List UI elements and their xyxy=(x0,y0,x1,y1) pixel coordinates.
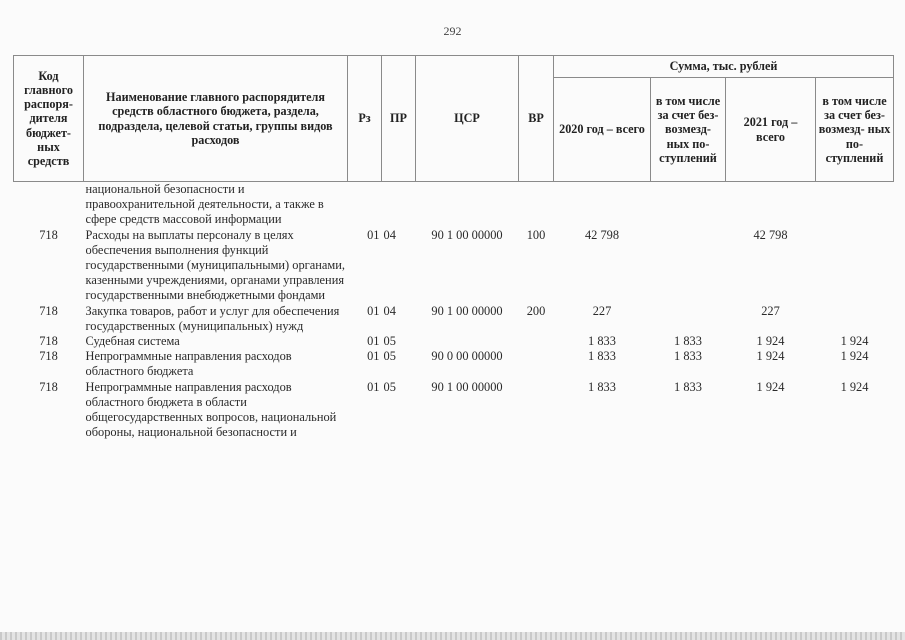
cell-csr xyxy=(416,334,519,349)
cell-rz: 01 xyxy=(367,379,380,394)
cell-name: Закупка товаров, работ и услуг для обеспечения государственных (муниципальных) нужд xyxy=(85,303,340,333)
cell-rz: 01 xyxy=(367,334,380,349)
cell-rz: 01 xyxy=(367,227,380,242)
table-header xyxy=(14,56,894,182)
cell-code: 718 xyxy=(39,227,58,242)
cell-2021-free: 1 924 xyxy=(840,334,869,349)
cell-pr: 05 xyxy=(383,349,396,364)
cell-code xyxy=(14,182,84,228)
cell-2020-total xyxy=(554,182,651,228)
cell-pr xyxy=(382,182,416,228)
cell-2020-total: 227 xyxy=(592,303,612,318)
cell-2021-free xyxy=(816,228,894,304)
cell-vr xyxy=(519,349,554,379)
cell-pr: 04 xyxy=(383,303,396,318)
cell-vr: 200 xyxy=(526,303,546,318)
header-pr: ПР xyxy=(382,56,416,182)
header-2021-total: 2021 год – всего xyxy=(726,78,816,182)
scan-bottom-edge xyxy=(0,632,905,640)
cell-rz: 01 xyxy=(367,349,380,364)
cell-2020-free: 1 833 xyxy=(674,349,702,364)
cell-vr xyxy=(519,380,554,441)
header-code: Код главного распоря- дителя бюджет- ных средств xyxy=(14,56,84,182)
cell-csr: 90 1 00 00000 xyxy=(431,379,503,394)
table-row xyxy=(14,182,894,228)
cell-2021-total: 1 924 xyxy=(756,349,785,364)
cell-rz: 01 xyxy=(367,303,380,318)
cell-csr: 90 1 00 00000 xyxy=(431,303,503,318)
table-row xyxy=(14,228,894,304)
cell-2021-free: 1 924 xyxy=(840,379,869,394)
header-2021-free: в том числе за счет без- возмезд- ных по- ступлений xyxy=(816,78,894,182)
cell-pr: 05 xyxy=(383,379,396,394)
header-2020-total: 2020 год – всего xyxy=(554,78,651,182)
cell-vr xyxy=(519,334,554,349)
cell-2020-free xyxy=(651,304,726,334)
table-row xyxy=(14,349,894,379)
header-rz: Рз xyxy=(348,56,382,182)
cell-2021-total: 1 924 xyxy=(756,334,785,349)
cell-code: 718 xyxy=(39,303,58,318)
cell-2021-total: 227 xyxy=(761,303,780,318)
cell-2020-free xyxy=(651,182,726,228)
cell-2020-free xyxy=(651,228,726,304)
header-name: Наименование главного распорядителя средств областного бюджета, раздела, подраздела, целевой статьи, группы видов расходов xyxy=(84,56,348,182)
cell-vr xyxy=(519,182,554,228)
cell-vr: 100 xyxy=(526,227,546,242)
cell-code: 718 xyxy=(39,379,58,394)
cell-code: 718 xyxy=(39,334,58,349)
budget-table xyxy=(13,55,894,440)
table-row xyxy=(14,380,894,441)
cell-2021-total: 1 924 xyxy=(756,379,785,394)
cell-2020-total: 1 833 xyxy=(588,334,616,349)
header-2020-free: в том числе за счет без- возмезд- ных по- ступлений xyxy=(651,78,726,182)
table-row xyxy=(14,304,894,334)
cell-name: Непрограммные направления расходов областного бюджета в области общегосударственных вопросов, национальной обороны, национальной безопасности и xyxy=(85,379,337,440)
cell-csr: 90 0 00 00000 xyxy=(431,349,503,364)
page-number: 292 xyxy=(443,24,462,38)
cell-pr: 05 xyxy=(383,334,396,349)
cell-2021-free xyxy=(816,182,894,228)
header-vr: ВР xyxy=(519,56,554,182)
cell-2020-total: 42 798 xyxy=(584,227,620,242)
cell-pr: 04 xyxy=(383,227,396,242)
cell-name: национальной безопасности и правоохранительной деятельности, а также в сфере средств массовой информации xyxy=(85,182,324,227)
cell-2020-free: 1 833 xyxy=(674,379,702,394)
header-csr: ЦСР xyxy=(416,56,519,182)
cell-name: Непрограммные направления расходов областного бюджета xyxy=(85,349,292,379)
cell-name: Расходы на выплаты персоналу в целях обеспечения выполнения функций государственными (муниципальными) органами, казенными учреждениями, органами управления государственными внебюджетными фондами xyxy=(85,227,345,303)
header-sum: Сумма, тыс. рублей xyxy=(554,56,894,78)
cell-csr: 90 1 00 00000 xyxy=(431,227,503,242)
cell-2020-total: 1 833 xyxy=(588,379,616,394)
cell-rz xyxy=(348,182,382,228)
table-body xyxy=(14,182,894,441)
cell-2021-total xyxy=(726,182,816,228)
table-row xyxy=(14,334,894,349)
cell-2020-total: 1 833 xyxy=(588,349,616,364)
cell-2021-total: 42 798 xyxy=(753,227,788,242)
cell-code: 718 xyxy=(39,349,58,364)
cell-2021-free xyxy=(816,304,894,334)
cell-csr xyxy=(416,182,519,228)
cell-name: Судебная система xyxy=(85,334,180,349)
cell-2020-free: 1 833 xyxy=(674,334,702,349)
cell-2021-free: 1 924 xyxy=(840,349,869,364)
